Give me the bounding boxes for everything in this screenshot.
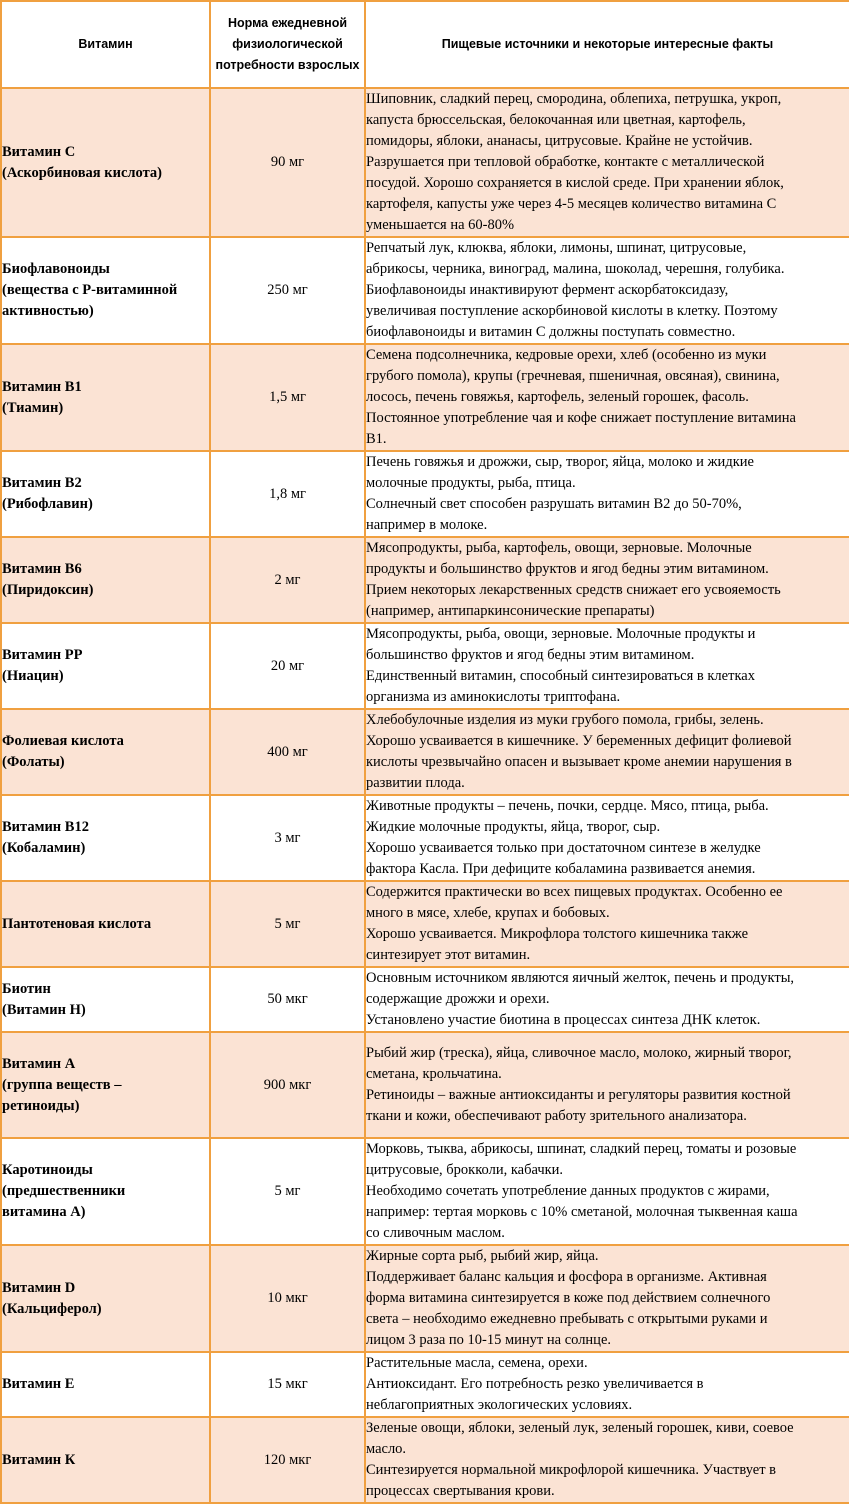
sources-facts-line: Постоянное употребление чая и кофе снижает поступление витамина <box>366 410 796 426</box>
vitamin-name-cell <box>1 1417 210 1503</box>
sources-facts-line: Установлено участие биотина в процессах синтеза ДНК клеток. <box>366 1012 761 1028</box>
table-row <box>1 88 849 237</box>
daily-norm-cell <box>210 1245 365 1352</box>
daily-norm-cell <box>210 881 365 967</box>
sources-facts-line: Содержится практически во всех пищевых продуктах. Особенно ее <box>366 884 783 900</box>
sources-facts-line: Прием некоторых лекарственных средств снижает его усвояемость <box>366 582 781 598</box>
table-row <box>1 795 849 881</box>
sources-facts-cell <box>365 967 849 1032</box>
header-row <box>1 1 849 88</box>
sources-facts-cell <box>365 1352 849 1417</box>
vitamin-name-cell <box>1 1032 210 1138</box>
daily-norm-cell <box>210 709 365 795</box>
sources-facts-line: Хорошо усваивается в кишечнике. У беременных дефицит фолиевой <box>366 733 792 749</box>
sources-facts-line: цитрусовые, брокколи, кабачки. <box>366 1162 564 1178</box>
header-norm-line: физиологической <box>232 37 343 51</box>
sources-facts-line: (например, антипаркинсонические препараты) <box>366 603 655 619</box>
vitamin-name-cell <box>1 1245 210 1352</box>
sources-facts-line: молочные продукты, рыба, птица. <box>366 475 576 491</box>
sources-facts-line: содержащие дрожжи и орехи. <box>366 991 550 1007</box>
sources-facts-line: Семена подсолнечника, кедровые орехи, хлеб (особенно из муки <box>366 347 767 363</box>
sources-facts-line: Мясопродукты, рыба, овощи, зерновые. Молочные продукты и <box>366 626 756 642</box>
sources-facts-line: форма витамина синтезируется в коже под действием солнечного <box>366 1290 771 1306</box>
table-body <box>1 88 849 1503</box>
vitamin-name-line: (Фолаты) <box>2 754 65 770</box>
vitamin-name-line: Витамин В2 <box>2 475 82 491</box>
sources-facts-line: кислоты чрезвычайно опасен и вызывает кроме анемии нарушения в <box>366 754 792 770</box>
sources-facts-cell <box>365 881 849 967</box>
sources-facts-line: Морковь, тыква, абрикосы, шпинат, сладкий перец, томаты и розовые <box>366 1141 797 1157</box>
sources-facts-cell <box>365 1138 849 1245</box>
daily-norm-cell <box>210 1352 365 1417</box>
sources-facts-line: со сливочным маслом. <box>366 1225 505 1241</box>
daily-norm-value: 120 мкг <box>263 1451 312 1468</box>
sources-facts-line: посудой. Хорошо сохраняется в кислой среде. При хранении яблок, <box>366 175 784 191</box>
daily-norm-cell <box>210 537 365 623</box>
vitamin-name-line: Витамин Е <box>2 1376 75 1392</box>
sources-facts-line: уменьшается на 60-80% <box>366 217 515 233</box>
table-row <box>1 623 849 709</box>
table-row <box>1 344 849 451</box>
sources-facts-cell <box>365 623 849 709</box>
sources-facts-line: например в молоке. <box>366 517 488 533</box>
vitamin-name-cell <box>1 537 210 623</box>
sources-facts-line: организма из аминокислоты триптофана. <box>366 689 621 705</box>
daily-norm-cell <box>210 1138 365 1245</box>
sources-facts-line: Солнечный свет способен разрушать витамин В2 до 50-70%, <box>366 496 742 512</box>
sources-facts-line: продукты и большинство фруктов и ягод бедны этим витамином. <box>366 561 769 577</box>
vitamin-name-line: Витамин В6 <box>2 561 82 577</box>
vitamin-name-cell <box>1 967 210 1032</box>
sources-facts-line: Шиповник, сладкий перец, смородина, облепиха, петрушка, укроп, <box>366 91 782 107</box>
sources-facts-line: Синтезируется нормальной микрофлорой кишечника. Участвует в <box>366 1462 777 1478</box>
table-row <box>1 1032 849 1138</box>
sources-facts-line: биофлавоноиды и витамин С должны поступать совместно. <box>366 324 736 340</box>
sources-facts-line: Необходимо сочетать употребление данных продуктов с жирами, <box>366 1183 770 1199</box>
vitamin-name-cell <box>1 451 210 537</box>
sources-facts-cell <box>365 88 849 237</box>
daily-norm-value: 3 мг <box>274 829 301 846</box>
daily-norm-cell <box>210 967 365 1032</box>
sources-facts-line: картофеля, капусты уже через 4-5 месяцев количество витамина С <box>366 196 777 212</box>
daily-norm-value: 5 мг <box>274 915 301 932</box>
sources-facts-line: фактора Касла. При дефиците кобаламина развивается анемия. <box>366 861 756 877</box>
vitamin-name-line: (Тиамин) <box>2 399 64 416</box>
vitamin-name-line: активностью) <box>2 303 94 319</box>
table-row <box>1 881 849 967</box>
vitamin-name-line: Биофлавоноиды <box>2 261 110 277</box>
sources-facts-line: Печень говяжья и дрожжи, сыр, творог, яйца, молоко и жидкие <box>366 454 754 470</box>
vitamin-name-line: (вещества с Р-витаминной <box>2 282 178 298</box>
sources-facts-line: Антиоксидант. Его потребность резко увеличивается в <box>366 1376 704 1392</box>
vitamin-name-line: Фолиевая кислота <box>2 733 124 749</box>
vitamin-name-line: Витамин С <box>2 143 76 160</box>
daily-norm-cell <box>210 237 365 344</box>
sources-facts-cell <box>365 1032 849 1138</box>
vitamin-name-cell <box>1 623 210 709</box>
sources-facts-line: Хорошо усваивается. Микрофлора толстого кишечника также <box>366 926 749 942</box>
sources-facts-line: капуста брюссельская, белокочанная или цветная, картофель, <box>366 112 746 128</box>
sources-facts-line: Поддерживает баланс кальция и фосфора в организме. Активная <box>366 1269 767 1285</box>
vitamin-name-line: ретиноиды) <box>2 1097 80 1114</box>
vitamin-name-line: (Аскорбиновая кислота) <box>2 164 162 181</box>
vitamin-name-cell <box>1 1352 210 1417</box>
vitamin-name-line: (Кобаламин) <box>2 840 86 856</box>
table-row <box>1 537 849 623</box>
sources-facts-line: Хорошо усваивается только при достаточном синтезе в желудке <box>366 840 761 856</box>
daily-norm-value: 5 мг <box>274 1183 301 1199</box>
daily-norm-value: 400 мг <box>267 743 308 760</box>
sources-facts-line: большинство фруктов и ягод бедны этим витамином. <box>366 647 695 663</box>
sources-facts-line: Хлебобулочные изделия из муки грубого помола, грибы, зелень. <box>366 712 764 728</box>
vitamin-name-line: Каротиноиды <box>2 1162 93 1178</box>
header-norm <box>210 1 365 88</box>
daily-norm-value: 900 мкг <box>263 1076 312 1093</box>
table-row <box>1 709 849 795</box>
daily-norm-cell <box>210 1032 365 1138</box>
daily-norm-cell <box>210 88 365 237</box>
vitamin-name-line: Витамин РР <box>2 647 83 663</box>
sources-facts-cell <box>365 1417 849 1503</box>
daily-norm-value: 50 мкг <box>267 991 308 1007</box>
sources-facts-line: Разрушается при тепловой обработке, контакте с металлической <box>366 154 765 170</box>
sources-facts-line: процессах свертывания крови. <box>366 1483 555 1499</box>
vitamin-name-line: Витамин К <box>2 1451 76 1468</box>
daily-norm-value: 250 мг <box>267 282 308 298</box>
daily-norm-value: 1,5 мг <box>269 389 306 405</box>
daily-norm-value: 1,8 мг <box>269 485 306 502</box>
vitamin-name-cell <box>1 237 210 344</box>
daily-norm-value: 10 мкг <box>267 1290 308 1306</box>
sources-facts-line: увеличивая поступление аскорбиновой кислоты в клетку. Поэтому <box>366 303 778 319</box>
sources-facts-line: Ретиноиды – важные антиоксиданты и регуляторы развития костной <box>366 1087 791 1103</box>
sources-facts-cell <box>365 1245 849 1352</box>
vitamin-name-line: Витамин А <box>2 1055 76 1072</box>
sources-facts-line: В1. <box>366 431 387 447</box>
sources-facts-cell <box>365 237 849 344</box>
header-sources: Пищевые источники и некоторые интересные факты <box>365 1 849 88</box>
sources-facts-line: сметана, крольчатина. <box>366 1066 502 1082</box>
sources-facts-line: Зеленые овощи, яблоки, зеленый лук, зеленый горошек, киви, соевое <box>366 1420 794 1436</box>
sources-facts-line: абрикосы, черника, виноград, малина, шоколад, черешня, голубика. <box>366 261 785 277</box>
table-row <box>1 237 849 344</box>
sources-facts-line: света – необходимо ежедневно пребывать с открытыми руками и <box>366 1311 768 1327</box>
vitamin-name-line: (Ниацин) <box>2 668 64 684</box>
vitamin-name-line: (предшественники <box>2 1183 126 1199</box>
sources-facts-cell <box>365 451 849 537</box>
header-norm-line: Норма ежедневной <box>227 16 348 30</box>
table-row <box>1 1352 849 1417</box>
sources-facts-line: развитии плода. <box>366 775 465 791</box>
sources-facts-line: лосось, печень говяжья, картофель, зеленый горошек, фасоль. <box>366 389 749 405</box>
vitamin-name-cell <box>1 881 210 967</box>
vitamin-name-cell <box>1 709 210 795</box>
sources-facts-line: ткани и кожи, обеспечивают работу зрительного анализатора. <box>366 1108 747 1124</box>
daily-norm-cell <box>210 795 365 881</box>
sources-facts-cell <box>365 795 849 881</box>
sources-facts-line: Мясопродукты, рыба, картофель, овощи, зерновые. Молочные <box>366 540 752 556</box>
sources-facts-line: Жирные сорта рыб, рыбий жир, яйца. <box>366 1248 599 1264</box>
sources-facts-cell <box>365 344 849 451</box>
vitamin-name-line: Пантотеновая кислота <box>2 915 152 932</box>
vitamin-name-cell <box>1 1138 210 1245</box>
header-vitamin: Витамин <box>1 1 210 88</box>
table-row <box>1 1138 849 1245</box>
vitamin-name-line: (Пиридоксин) <box>2 582 94 598</box>
vitamin-name-line: (Рибофлавин) <box>2 496 93 512</box>
vitamin-name-line: Витамин В1 <box>2 378 82 395</box>
daily-norm-cell <box>210 344 365 451</box>
daily-norm-value: 20 мг <box>270 657 305 674</box>
sources-facts-line: грубого помола), крупы (гречневая, пшеничная, овсяная), свинина, <box>366 368 780 384</box>
sources-facts-line: Основным источником являются яичный желток, печень и продукты, <box>366 970 795 986</box>
sources-facts-line: синтезирует этот витамин. <box>366 947 531 963</box>
sources-facts-line: масло. <box>366 1441 407 1457</box>
sources-facts-line: неблагоприятных экологических условиях. <box>366 1397 633 1413</box>
vitamin-name-cell <box>1 795 210 881</box>
vitamin-name-line: витамина А) <box>2 1204 86 1220</box>
sources-facts-line: Репчатый лук, клюква, яблоки, лимоны, шпинат, цитрусовые, <box>366 240 747 256</box>
sources-facts-line: много в мясе, хлебе, крупах и бобовых. <box>366 905 610 921</box>
table-row <box>1 1245 849 1352</box>
sources-facts-line: Единственный витамин, способный синтезироваться в клетках <box>366 668 755 684</box>
vitamin-name-line: Витамин D <box>2 1279 76 1296</box>
vitamin-name-line: Витамин В12 <box>2 819 89 835</box>
sources-facts-line: Животные продукты – печень, почки, сердце. Мясо, птица, рыба. <box>366 798 769 814</box>
vitamin-name-cell <box>1 88 210 237</box>
table-row <box>1 1417 849 1503</box>
sources-facts-line: Рыбий жир (треска), яйца, сливочное масло, молоко, жирный творог, <box>366 1045 792 1061</box>
sources-facts-line: Жидкие молочные продукты, яйца, творог, сыр. <box>366 819 661 835</box>
sources-facts-line: лицом 3 раза по 10-15 минут на солнце. <box>366 1332 612 1348</box>
daily-norm-cell <box>210 623 365 709</box>
sources-facts-line: например: тертая морковь с 10% сметаной, молочная тыквенная каша <box>366 1204 798 1220</box>
daily-norm-cell <box>210 451 365 537</box>
vitamin-name-line: (Кальциферол) <box>2 1300 102 1317</box>
sources-facts-line: Растительные масла, семена, орехи. <box>366 1355 588 1371</box>
table-row <box>1 451 849 537</box>
daily-norm-cell <box>210 1417 365 1503</box>
vitamin-name-line: (группа веществ – <box>2 1076 122 1093</box>
table-row <box>1 967 849 1032</box>
vitamin-name-line: Биотин <box>2 980 51 997</box>
vitamin-name-cell <box>1 344 210 451</box>
daily-norm-value: 2 мг <box>274 571 301 588</box>
sources-facts-cell <box>365 709 849 795</box>
header-norm-line: потребности взрослых <box>215 58 360 72</box>
sources-facts-cell <box>365 537 849 623</box>
sources-facts-line: Биофлавоноиды инактивируют фермент аскорбатоксидазу, <box>366 282 729 298</box>
vitamin-name-line: (Витамин Н) <box>2 1001 86 1018</box>
daily-norm-value: 15 мкг <box>267 1376 308 1392</box>
sources-facts-line: помидоры, яблоки, ананасы, цитрусовые. Крайне не устойчив. <box>366 133 753 149</box>
daily-norm-value: 90 мг <box>270 154 305 170</box>
